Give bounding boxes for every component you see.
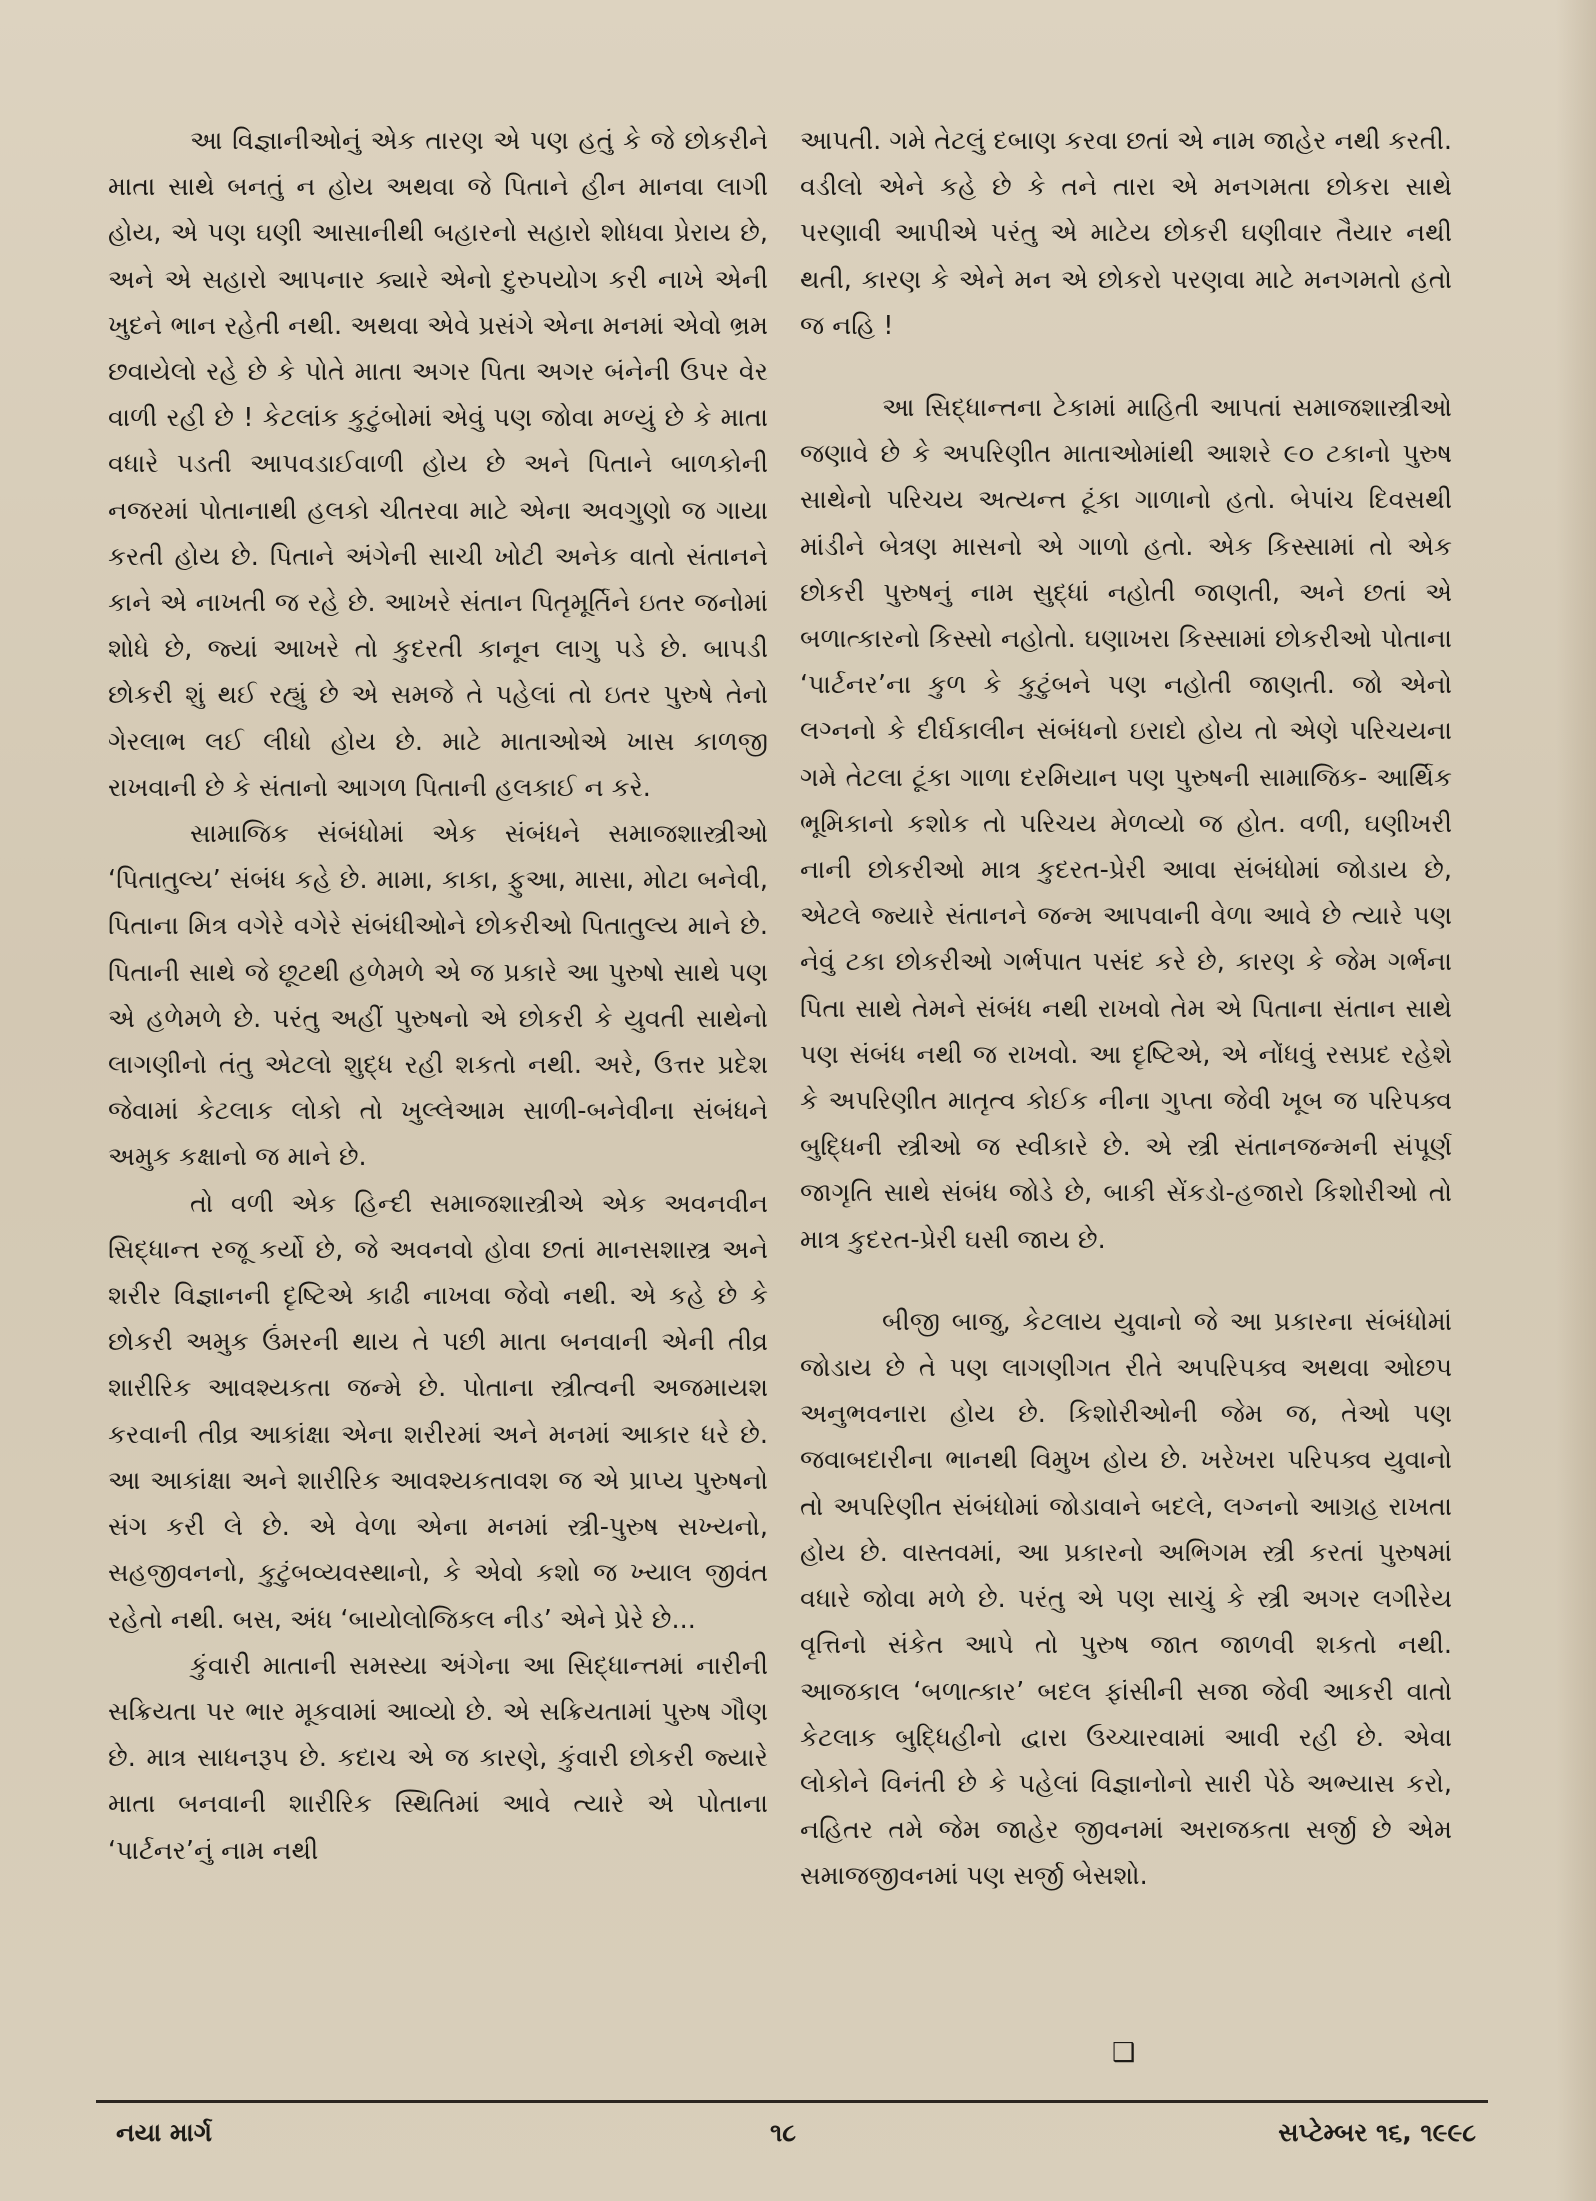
issue-date: સપ્ટેમ્બર ૧૬, ૧૯૯૮ [1278,2118,1476,2147]
article-right-column [800,118,1452,1900]
article-paragraph: તો વળી એક હિન્દી સમાજશાસ્ત્રીએ એક અવનવીન સિદ્ધાન્ત રજૂ કર્યો છે, જે અવનવો હોવા છતાં માનસશાસ્ત્ર અને શરીર વિજ્ઞાનની દૃષ્ટિએ કાઢી નાખવા જેવો નથી. એ કહે છે કે છોકરી અમુક ઉંમરની થાય તે પછી માતા બનવાની એની તીવ્ર શારીરિક આવશ્યકતા જન્મે છે. પોતાના સ્ત્રીત્વની અજમાયશ કરવાની તીવ્ર આકાંક્ષા એના શરીરમાં અને મનમાં આકાર ધરે છે. આ આકાંક્ષા અને શારીરિક આવશ્યકતાવશ જ એ પ્રાપ્ય પુરુષનો સંગ કરી લે છે. એ વેળા એના મનમાં સ્ત્રી-પુરુષ સખ્યનો, સહજીવનનો, કુટુંબવ્યવસ્થાનો, કે એવો કશો જ ખ્યાલ જીવંત રહેતો નથી. બસ, અંધ ‘બાયોલોજિકલ નીડ’ એને પ્રેરે છે... [108,1188,768,1635]
article-left-column [108,118,768,1874]
footer-rule [96,2100,1488,2103]
article-paragraph: આ સિદ્ધાન્તના ટેકામાં માહિતી આપતાં સમાજશાસ્ત્રીઓ જણાવે છે કે અપરિણીત માતાઓમાંથી આશરે ૯૦ ટકાનો પુરુષ સાથેનો પરિચય અત્યન્ત ટૂંકા ગાળાનો હતો. બેપાંચ દિવસથી માંડીને બેત્રણ માસનો એ ગાળો હતો. એક કિસ્સામાં તો એક છોકરી પુરુષનું નામ સુદ્ધાં નહોતી જાણતી, અને છતાં એ બળાત્કારનો કિસ્સો નહોતો. ઘણાખરા કિસ્સામાં છોકરીઓ પોતાના ‘પાર્ટનર’ના કુળ કે કુટુંબને પણ નહોતી જાણતી. જો એનો લગ્નનો કે દીર્ઘકાલીન સંબંધનો ઇરાદો હોય તો એણે પરિચયના ગમે તેટલા ટૂંકા ગાળા દરમિયાન પણ પુરુષની સામાજિક- આર્થિક ભૂમિકાનો કશોક તો પરિચય મેળવ્યો જ હોત. વળી, ઘણીખરી નાની છોકરીઓ માત્ર કુદરત-પ્રેરી આવા સંબંધોમાં જોડાય છે, એટલે જ્યારે સંતાનને જન્મ આપવાની વેળા આવે છે ત્યારે પણ નેવું ટકા છોકરીઓ ગર્ભપાત પસંદ કરે છે, કારણ કે જેમ ગર્ભના પિતા સાથે તેમને સંબંધ નથી રાખવો તેમ એ પિતાના સંતાન સાથે પણ સંબંધ નથી જ રાખવો. આ દૃષ્ટિએ, એ નોંધવું રસપ્રદ રહેશે કે અપરિણીત માતૃત્વ કોઈક નીના ગુપ્તા જેવી ખૂબ જ પરિપક્વ બુદ્ધિની સ્ત્રીઓ જ સ્વીકારે છે. એ સ્ત્રી સંતાનજન્મની સંપૂર્ણ જાગૃતિ સાથે સંબંધ જોડે છે, બાકી સેંકડો-હજારો કિશોરીઓ તો માત્ર કુદરત-પ્રેરી ઘસી જાય છે. [800,393,1452,1255]
publication-name: નયા માર્ગ [116,2118,212,2147]
article-paragraph: સામાજિક સંબંધોમાં એક સંબંધને સમાજશાસ્ત્રીઓ ‘પિતાતુલ્ય’ સંબંધ કહે છે. મામા, કાકા, ફુઆ, માસા, મોટા બનેવી, પિતાના મિત્ર વગેરે વગેરે સંબંધીઓને છોકરીઓ પિતાતુલ્ય માને છે. પિતાની સાથે જે છૂટથી હળેમળે એ જ પ્રકારે આ પુરુષો સાથે પણ એ હળેમળે છે. પરંતુ અહીં પુરુષનો એ છોકરી કે યુવતી સાથેનો લાગણીનો તંતુ એટલો શુદ્ધ રહી શકતો નથી. અરે, ઉત્તર પ્રદેશ જેવામાં કેટલાક લોકો તો ખુલ્લેઆમ સાળી-બનેવીના સંબંધને અમુક કક્ષાનો જ માને છે. [108,819,768,1173]
article-paragraph: બીજી બાજુ, કેટલાય યુવાનો જે આ પ્રકારના સંબંધોમાં જોડાય છે તે પણ લાગણીગત રીતે અપરિપક્વ અથવા ઓછપ અનુભવનારા હોય છે. કિશોરીઓની જેમ જ, તેઓ પણ જવાબદારીના ભાનથી વિમુખ હોય છે. ખરેખરા પરિપક્વ યુવાનો તો અપરિણીત સંબંધોમાં જોડાવાને બદલે, લગ્નનો આગ્રહ રાખતા હોય છે. વાસ્તવમાં, આ પ્રકારનો અભિગમ સ્ત્રી કરતાં પુરુષમાં વધારે જોવા મળે છે. પરંતુ એ પણ સાચું કે સ્ત્રી અગર લગીરેય વૃત્તિનો સંકેત આપે તો પુરુષ જાત જાળવી શકતો નથી. આજકાલ ‘બળાત્કાર’ બદલ ફાંસીની સજા જેવી આકરી વાતો કેટલાક બુદ્ધિહીનો દ્વારા ઉચ્ચારવામાં આવી રહી છે. એવા લોકોને વિનંતી છે કે પહેલાં વિજ્ઞાનોનો સારી પેઠે અભ્યાસ કરો, નહિતર તમે જેમ જાહેર જીવનમાં અરાજકતા સર્જી છે એમ સમાજજીવનમાં પણ સર્જી બેસશો. [800,1306,1452,1892]
page-number: ૧૮ [770,2118,797,2147]
article-paragraph-continued: આપતી. ગમે તેટલું દબાણ કરવા છતાં એ નામ જાહેર નથી કરતી. વડીલો એને કહે છે કે તને તારા એ મનગમતા છોકરા સાથે પરણાવી આપીએ પરંતુ એ માટેય છોકરી ઘણીવાર તૈયાર નથી થતી, કારણ કે એને મન એ છોકરો પરણવા માટે મનગમતો હતો જ નહિ ! [800,126,1452,341]
article-end-mark: ❑ [1112,2038,1136,2068]
article-paragraph: આ વિજ્ઞાનીઓનું એક તારણ એ પણ હતું કે જે છોકરીને માતા સાથે બનતું ન હોય અથવા જે પિતાને હીન માનવા લાગી હોય, એ પણ ઘણી આસાનીથી બહારનો સહારો શોધવા પ્રેરાય છે, અને એ સહારો આપનાર ક્યારે એનો દુરુપયોગ કરી નાખે એની ખુદને ભાન રહેતી નથી. અથવા એવે પ્રસંગે એના મનમાં એવો ભ્રમ છવાયેલો રહે છે કે પોતે માતા અગર પિતા અગર બંનેની ઉપર વેર વાળી રહી છે ! કેટલાંક કુટુંબોમાં એવું પણ જોવા મળ્યું છે કે માતા વધારે પડતી આપવડાઈવાળી હોય છે અને પિતાને બાળકોની નજરમાં પોતાનાથી હલકો ચીતરવા માટે એના અવગુણો જ ગાયા કરતી હોય છે. પિતાને અંગેની સાચી ખોટી અનેક વાતો સંતાનને કાને એ નાખતી જ રહે છે. આખરે સંતાન પિતૃમૂર્તિને ઇતર જનોમાં શોધે છે, જ્યાં આખરે તો કુદરતી કાનૂન લાગુ પડે છે. બાપડી છોકરી શું થઈ રહ્યું છે એ સમજે તે પહેલાં તો ઇતર પુરુષે તેનો ગેરલાભ લઈ લીધો હોય છે. માટે માતાઓએ ખાસ કાળજી રાખવાની છે કે સંતાનો આગળ પિતાની હલકાઈ ન કરે. [108,126,768,803]
torn-page-edge [1556,0,1596,2201]
article-paragraph: કુંવારી માતાની સમસ્યા અંગેના આ સિદ્ધાન્તમાં નારીની સક્રિયતા પર ભાર મૂકવામાં આવ્યો છે. એ સક્રિયતામાં પુરુષ ગૌણ છે. માત્ર સાધનરૂપ છે. કદાચ એ જ કારણે, કુંવારી છોકરી જ્યારે માતા બનવાની શારીરિક સ્થિતિમાં આવે ત્યારે એ પોતાના ‘પાર્ટનર’નું નામ નથી [108,1650,768,1866]
